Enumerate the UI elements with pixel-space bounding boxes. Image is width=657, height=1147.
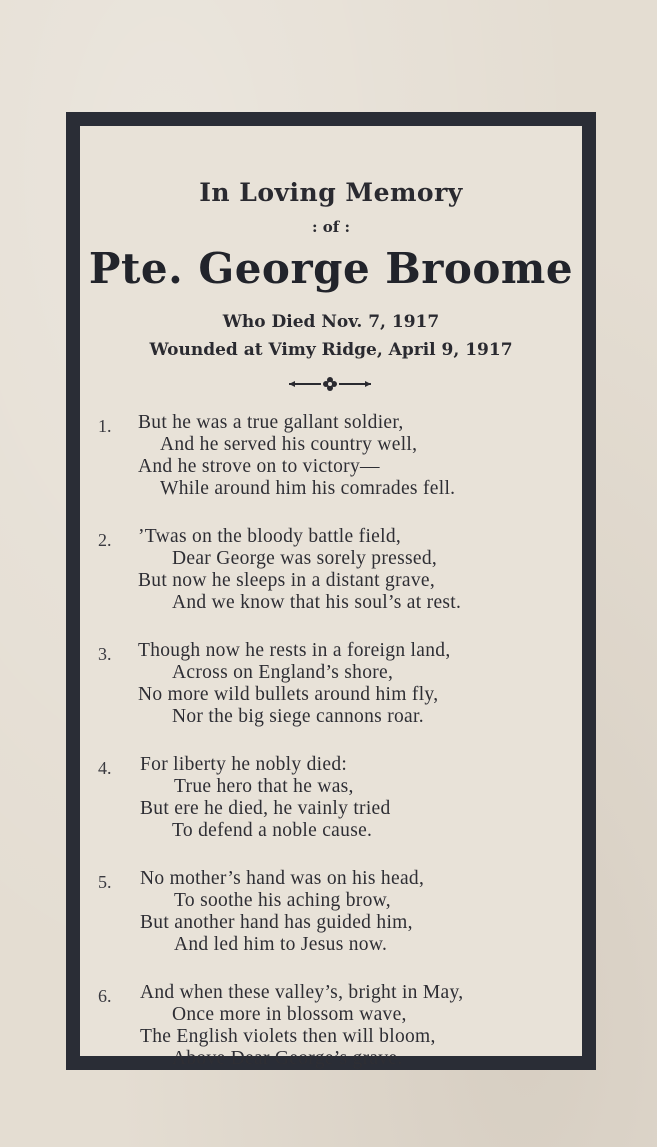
death-date: Who Died Nov. 7, 1917: [222, 312, 440, 332]
soldier-name: Pte. George Broome: [88, 244, 574, 293]
verse-5: [80, 868, 582, 982]
verse-number: 5.: [98, 872, 112, 892]
verse-2: [80, 526, 582, 640]
poem: [80, 412, 582, 1096]
verse-line: And led him to Jesus now.: [174, 934, 388, 955]
ornament-divider-icon: [287, 376, 373, 392]
verse-1: [80, 412, 582, 526]
verse-line: No more wild bullets around him fly,: [138, 684, 439, 705]
verse-line: ’Twas on the bloody battle field,: [138, 526, 402, 547]
verse-line: Above Dear George’s grave.: [172, 1048, 403, 1069]
card-title: In Loving Memory: [199, 178, 463, 207]
verse-3: [80, 640, 582, 754]
verse-line: And he strove on to victory—: [138, 456, 380, 477]
verse-line: And he served his country well,: [160, 434, 418, 455]
verse-line: To soothe his aching brow,: [174, 890, 391, 911]
verse-line: But another hand has guided him,: [140, 912, 413, 933]
verse-line: Across on England’s shore,: [172, 662, 394, 683]
wounded-line: Wounded at Vimy Ridge, April 9, 1917: [149, 340, 513, 360]
verse-line: Though now he rests in a foreign land,: [138, 640, 451, 661]
verse-line: Once more in blossom wave,: [172, 1004, 407, 1025]
verse-line: The English violets then will bloom,: [140, 1026, 436, 1047]
verse-line: Dear George was sorely pressed,: [172, 548, 438, 569]
verse-line: But ere he died, he vainly tried: [140, 798, 391, 819]
verse-line: And when these valley’s, bright in May,: [140, 982, 464, 1003]
verse-line: For liberty he nobly died:: [140, 754, 348, 775]
verse-number: 3.: [98, 644, 112, 664]
black-border-frame: [66, 112, 596, 1070]
verse-line: No mother’s hand was on his head,: [140, 868, 425, 889]
verse-line: But now he sleeps in a distant grave,: [138, 570, 436, 591]
verse-number: 4.: [98, 758, 112, 778]
verse-line: To defend a noble cause.: [172, 820, 373, 841]
verse-line: While around him his comrades fell.: [160, 478, 456, 499]
verse-line: True hero that he was,: [174, 776, 354, 797]
verse-6: [80, 982, 582, 1096]
verse-number: 2.: [98, 530, 112, 550]
verse-line: And we know that his soul’s at rest.: [172, 592, 462, 613]
of-line: : of :: [312, 218, 350, 236]
verse-number: 6.: [98, 986, 112, 1006]
verse-4: [80, 754, 582, 868]
verse-line: But he was a true gallant soldier,: [138, 412, 404, 433]
verse-line: Nor the big siege cannons roar.: [172, 706, 424, 727]
verse-number: 1.: [98, 416, 112, 436]
